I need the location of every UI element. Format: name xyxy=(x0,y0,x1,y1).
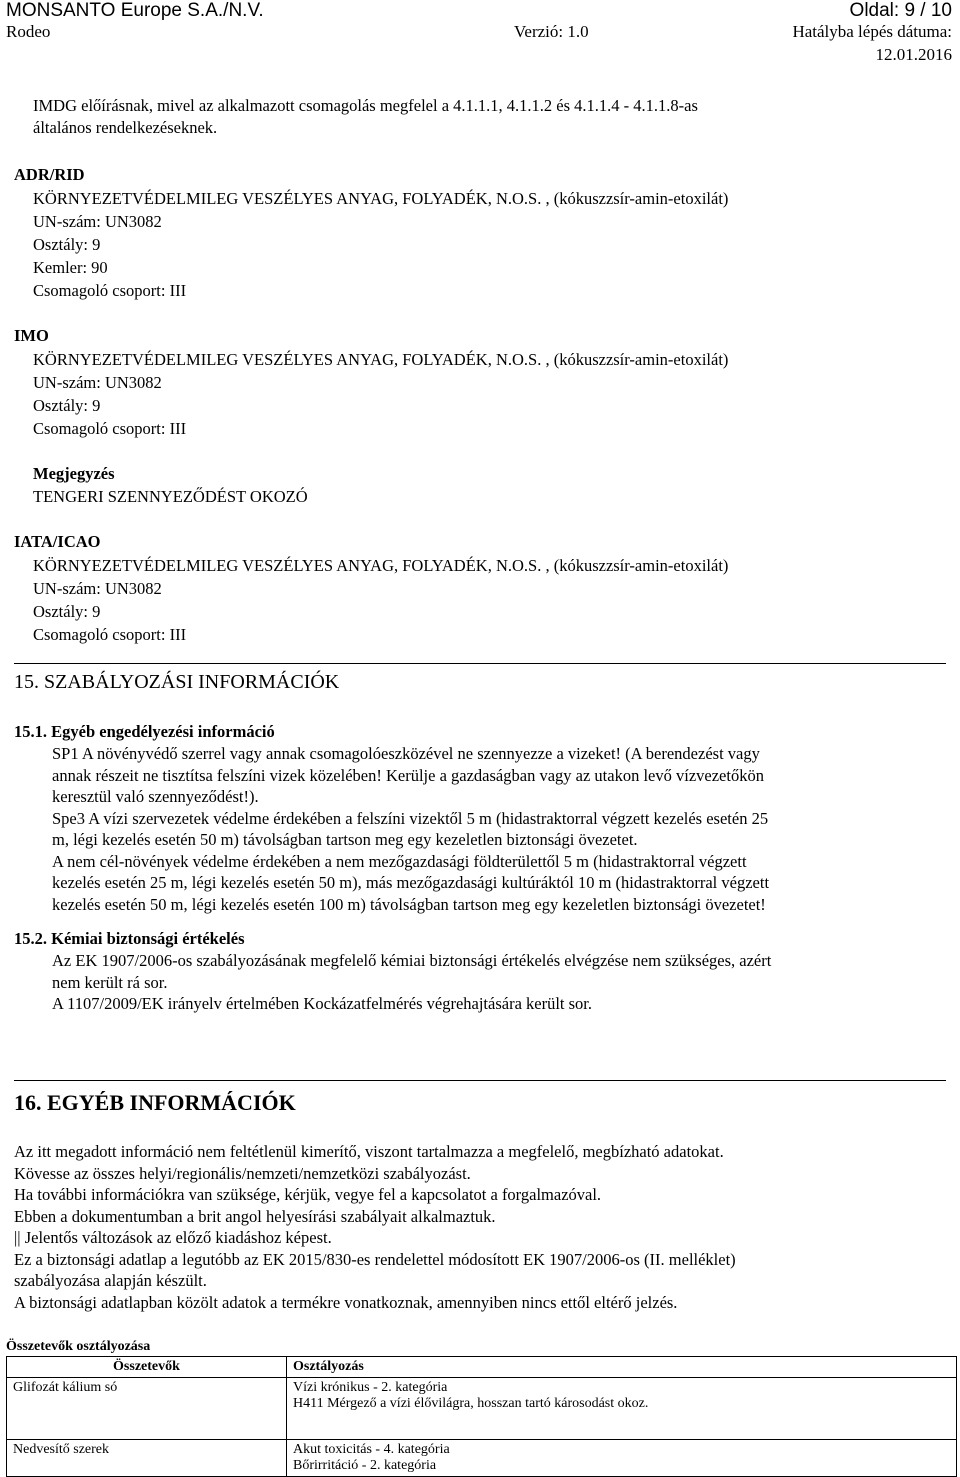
section16-line: szabályozása alapján készült. xyxy=(14,1271,207,1290)
section15-1-title: 15.1. Egyéb engedélyezési információ xyxy=(14,722,275,741)
section15-2-line: A 1107/2009/EK irányelv értelmében Kockázatfelmérés végrehajtására került sor. xyxy=(52,994,593,1013)
adr-class: Osztály: 9 xyxy=(33,235,101,254)
section16-body xyxy=(14,1141,954,1313)
section15-1-line: annak részeit ne tisztítsa felszíni vizek közelében! Kerülje a gazdaságban vagy az utakon levő vízvezetőkön xyxy=(52,765,764,785)
imdg-note-line1: IMDG előírásnak, mivel az alkalmazott csomagolás megfelel a 4.1.1.1, 4.1.1.2 és 4.1.1.4 - 4.1.1.8-as xyxy=(33,96,698,115)
section16-line: A biztonsági adatlapban közölt adatok a termékre vonatkoznak, amennyiben nincs ettől eltérő jelzés. xyxy=(14,1292,678,1312)
adr-kemler: Kemler: 90 xyxy=(33,258,108,277)
adr-name: KÖRNYEZETVÉDELMILEG VESZÉLYES ANYAG, FOLYADÉK, N.O.S. , (kókuszzsír-amin-etoxilát) xyxy=(33,189,729,208)
page-subheader xyxy=(6,22,952,66)
imo-note: TENGERI SZENNYEZŐDÉST OKOZÓ xyxy=(33,487,308,506)
iata-title: IATA/ICAO xyxy=(14,532,101,551)
section16-title: 16. EGYÉB INFORMÁCIÓK xyxy=(14,1090,296,1115)
page-header xyxy=(6,0,952,24)
component-cell: Nedvesítő szerek xyxy=(7,1440,287,1477)
section15-1-line: kezelés esetén 50 m, légi kezelés esetén 100 m) távolságban tartson meg egy kezeletlen biztonsági övezetet! xyxy=(52,894,766,914)
section16-line: Az itt megadott információ nem feltétlenül kimerítő, viszont tartalmazza a megfelelő, megbízható adatokat. xyxy=(14,1142,724,1161)
imdg-note-line2: általános rendelkezéseknek. xyxy=(33,118,218,137)
imo-packing-group: Csomagoló csoport: III xyxy=(33,419,187,438)
page-number: Oldal: 9 / 10 xyxy=(849,0,952,21)
imo-title: IMO xyxy=(14,326,49,345)
section15-rule xyxy=(14,663,946,664)
section16-line: Ez a biztonsági adatlap a legutóbb az EK 2015/830-es rendelettel módosított EK 1907/2006-os (II. melléklet) xyxy=(14,1249,736,1269)
iata-un: UN-szám: UN3082 xyxy=(33,579,162,598)
company-name: MONSANTO Europe S.A./N.V. xyxy=(6,0,264,21)
version: Verzió: 1.0 xyxy=(514,22,589,41)
adr-packing-group: Csomagoló csoport: III xyxy=(33,281,187,300)
column-header-components: Összetevők xyxy=(7,1357,287,1378)
classification-line: Vízi krónikus - 2. kategória xyxy=(293,1380,448,1395)
classification-table xyxy=(6,1356,957,1477)
section15-title: 15. SZABÁLYOZÁSI INFORMÁCIÓK xyxy=(14,671,340,693)
adr-un: UN-szám: UN3082 xyxy=(33,212,162,231)
section15-1-line: SP1 A növényvédő szerrel vagy annak csomagolóeszközével ne szennyezze a vizeket! (A berendezést vagy xyxy=(52,744,760,763)
component-cell: Glifozát kálium só xyxy=(7,1378,287,1440)
imo-name: KÖRNYEZETVÉDELMILEG VESZÉLYES ANYAG, FOLYADÉK, N.O.S. , (kókuszzsír-amin-etoxilát) xyxy=(33,350,729,369)
effective-label: Hatályba lépés dátuma: xyxy=(792,22,952,41)
adr-title: ADR/RID xyxy=(14,165,85,184)
classification-title: Összetevők osztályozása xyxy=(6,1339,151,1354)
section15-2-line: nem került rá sor. xyxy=(52,972,168,992)
section16-rule xyxy=(14,1080,946,1081)
classification-cell xyxy=(287,1378,957,1440)
section15-2-title: 15.2. Kémiai biztonsági értékelés xyxy=(14,929,245,948)
section15-2-body xyxy=(52,950,952,1015)
imo-note-title: Megjegyzés xyxy=(33,464,115,483)
section16-line: Kövesse az összes helyi/regionális/nemzeti/nemzetközi szabályozást. xyxy=(14,1163,471,1183)
table-row xyxy=(7,1440,957,1477)
section16-line: Ha további információkra van szüksége, kérjük, vegye fel a kapcsolatot a forgalmazóval. xyxy=(14,1185,602,1204)
imo-un: UN-szám: UN3082 xyxy=(33,373,162,392)
section16-line: Ebben a dokumentumban a brit angol helyesírási szabályait alkalmaztuk. xyxy=(14,1206,496,1226)
iata-class: Osztály: 9 xyxy=(33,602,101,621)
imo-class: Osztály: 9 xyxy=(33,396,101,415)
section15-1-line: A nem cél-növények védelme érdekében a nem mezőgazdasági földterülettől 5 m (hidastraktorral végzett xyxy=(52,851,747,871)
table-row xyxy=(7,1378,957,1440)
classification-line: H411 Mérgező a vízi élővilágra, hosszan tartó károsodást okoz. xyxy=(293,1396,649,1411)
effective-date: 12.01.2016 xyxy=(875,45,952,64)
iata-packing-group: Csomagoló csoport: III xyxy=(33,625,187,644)
classification-line: Bőrirritáció - 2. kategória xyxy=(293,1458,437,1473)
section15-1-line: keresztül való szennyeződést!). xyxy=(52,787,259,806)
classification-cell xyxy=(287,1440,957,1477)
product-name: Rodeo xyxy=(6,22,51,41)
section15-2-line: Az EK 1907/2006-os szabályozásának megfelelő kémiai biztonsági értékelés elvégzése nem szükséges, azért xyxy=(52,951,772,970)
column-header-classification: Osztályozás xyxy=(287,1357,957,1378)
section15-1-body xyxy=(52,743,952,915)
section15-1-line: m, légi kezelés esetén 50 m) távolságban tartson meg egy kezeletlen biztonsági övezetet. xyxy=(52,830,638,849)
classification-line: Akut toxicitás - 4. kategória xyxy=(293,1442,450,1457)
section15-1-line: Spe3 A vízi szervezetek védelme érdekében a felszíni vizektől 5 m (hidastraktorral végzett kezelés esetén 25 xyxy=(52,808,769,828)
section16-line: || Jelentős változások az előző kiadáshoz képest. xyxy=(14,1228,332,1247)
section15-1-line: kezelés esetén 25 m, légi kezelés esetén 50 m), más mezőgazdasági kultúráktól 10 m (hidastraktorral végzett xyxy=(52,873,770,892)
table-header-row xyxy=(7,1357,957,1378)
iata-name: KÖRNYEZETVÉDELMILEG VESZÉLYES ANYAG, FOLYADÉK, N.O.S. , (kókuszzsír-amin-etoxilát) xyxy=(33,556,729,575)
